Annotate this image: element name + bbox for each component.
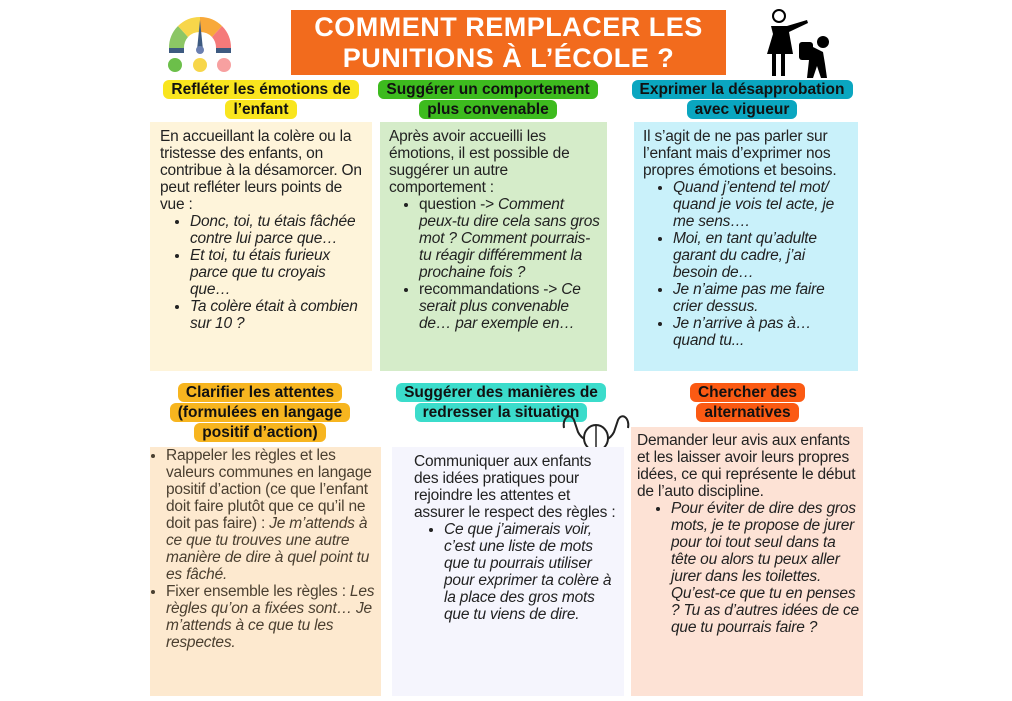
card-title-express-disapproval: Exprimer la désapprobation avec vigueur (620, 80, 864, 120)
card-title-seek-alternatives: Chercher des alternatives (660, 383, 835, 423)
card-title-redress-situation: Suggérer des manières de redresser la situation (396, 383, 606, 423)
list-item: • Je n’aime pas me faire crier dessus. (673, 281, 852, 315)
card-intro: En accueillant la colère ou la tristesse des enfants, on contribue à la désamorcer. On peut refléter leurs points de vue : (160, 128, 362, 213)
emotion-gauge-icon (163, 10, 237, 74)
list-item: • Pour éviter de dire des gros mots, je te propose de jurer pour toi tout seul dans ta tête ou alors tu peux aller jurer dans les toilettes. Qu’est-ce que tu en penses ? Tu as d’autres idées de ce que tu pourrais faire ? (671, 500, 859, 636)
example-list (637, 500, 859, 636)
example-list (414, 521, 618, 623)
bullet-text: Rappeler les règles et les valeurs communes en langage positif d’action (ce que l’enfant doit faire plutôt que ce qu’il ne doit pas faire) : (166, 447, 372, 532)
bullet-example: Les règles qu’on a fixées sont… Je m’attends à ce que tu les respectes. (166, 583, 375, 651)
card-intro: Communiquer aux enfants des idées pratiques pour rejoindre les attentes et assurer le respect des règles : (414, 453, 616, 521)
card-intro: Il s’agit de ne pas parler sur l’enfant mais d’exprimer nos propres émotions et besoins. (643, 128, 837, 179)
list-item: • Moi, en tant qu’adulte garant du cadre, j’ai besoin de… (673, 230, 852, 281)
bullet-example: Comment peux-tu dire cela sans gros mot ? Comment pourrais-tu réagir différemment la prochaine fois ? (419, 196, 600, 281)
bullet-text: question -> (419, 196, 499, 213)
bullet-example: Je m’attends à ce que tu trouves une autre manière de dire à quel point tu es fâché. (166, 515, 370, 583)
page-title (291, 10, 726, 75)
example-list (150, 447, 377, 651)
list-item (166, 447, 377, 583)
title-line-2: PUNITIONS À L’ÉCOLE ? (342, 43, 675, 73)
list-item (419, 281, 601, 332)
list-item (419, 196, 601, 281)
teacher-pointing-student-icon (757, 6, 837, 80)
bullet-example: Ce serait plus convenable de… par exemple en… (419, 281, 581, 332)
example-list (643, 179, 852, 349)
list-item: • Donc, toi, tu étais fâchée contre lui parce que… (190, 213, 364, 247)
card-title-clarify-expectations: Clarifier les attentes (formulées en langage positif d’action) (155, 383, 365, 443)
card-suggest-behavior (380, 122, 607, 371)
card-reflect-emotions (150, 122, 372, 371)
list-item: • Je n’arrive à pas à… quand tu... (673, 315, 852, 349)
title-line-1: COMMENT REMPLACER LES (314, 12, 703, 42)
list-item: • Ta colère était à combien sur 10 ? (190, 298, 364, 332)
example-list (389, 196, 601, 332)
list-item: • Quand j’entend tel mot/ quand je vois tel acte, je me sens…. (673, 179, 852, 230)
card-seek-alternatives (631, 427, 863, 696)
card-redress-situation (392, 447, 624, 696)
card-intro: Après avoir accueilli les émotions, il est possible de suggérer un autre comportement : (389, 128, 570, 196)
card-title-suggest-behavior: Suggérer un comportement plus convenable (368, 80, 608, 120)
list-item: • Et toi, tu étais furieux parce que tu croyais que… (190, 247, 364, 298)
list-item: • Ce que j’aimerais voir, c’est une liste de mots que tu pourrais utiliser pour exprimer ta colère à la place des gros mots que tu viens de dire. (444, 521, 618, 623)
bullet-text: recommandations -> (419, 281, 562, 298)
card-intro: Demander leur avis aux enfants et les laisser avoir leurs propres idées, ce qui représente le début de l’auto discipline. (637, 432, 856, 500)
card-express-disapproval (634, 122, 858, 371)
bullet-text: Fixer ensemble les règles : (166, 583, 350, 600)
card-clarify-expectations (150, 447, 381, 696)
example-list (160, 213, 364, 332)
card-title-reflect-emotions: Refléter les émotions de l’enfant (150, 80, 372, 120)
list-item (166, 583, 377, 651)
